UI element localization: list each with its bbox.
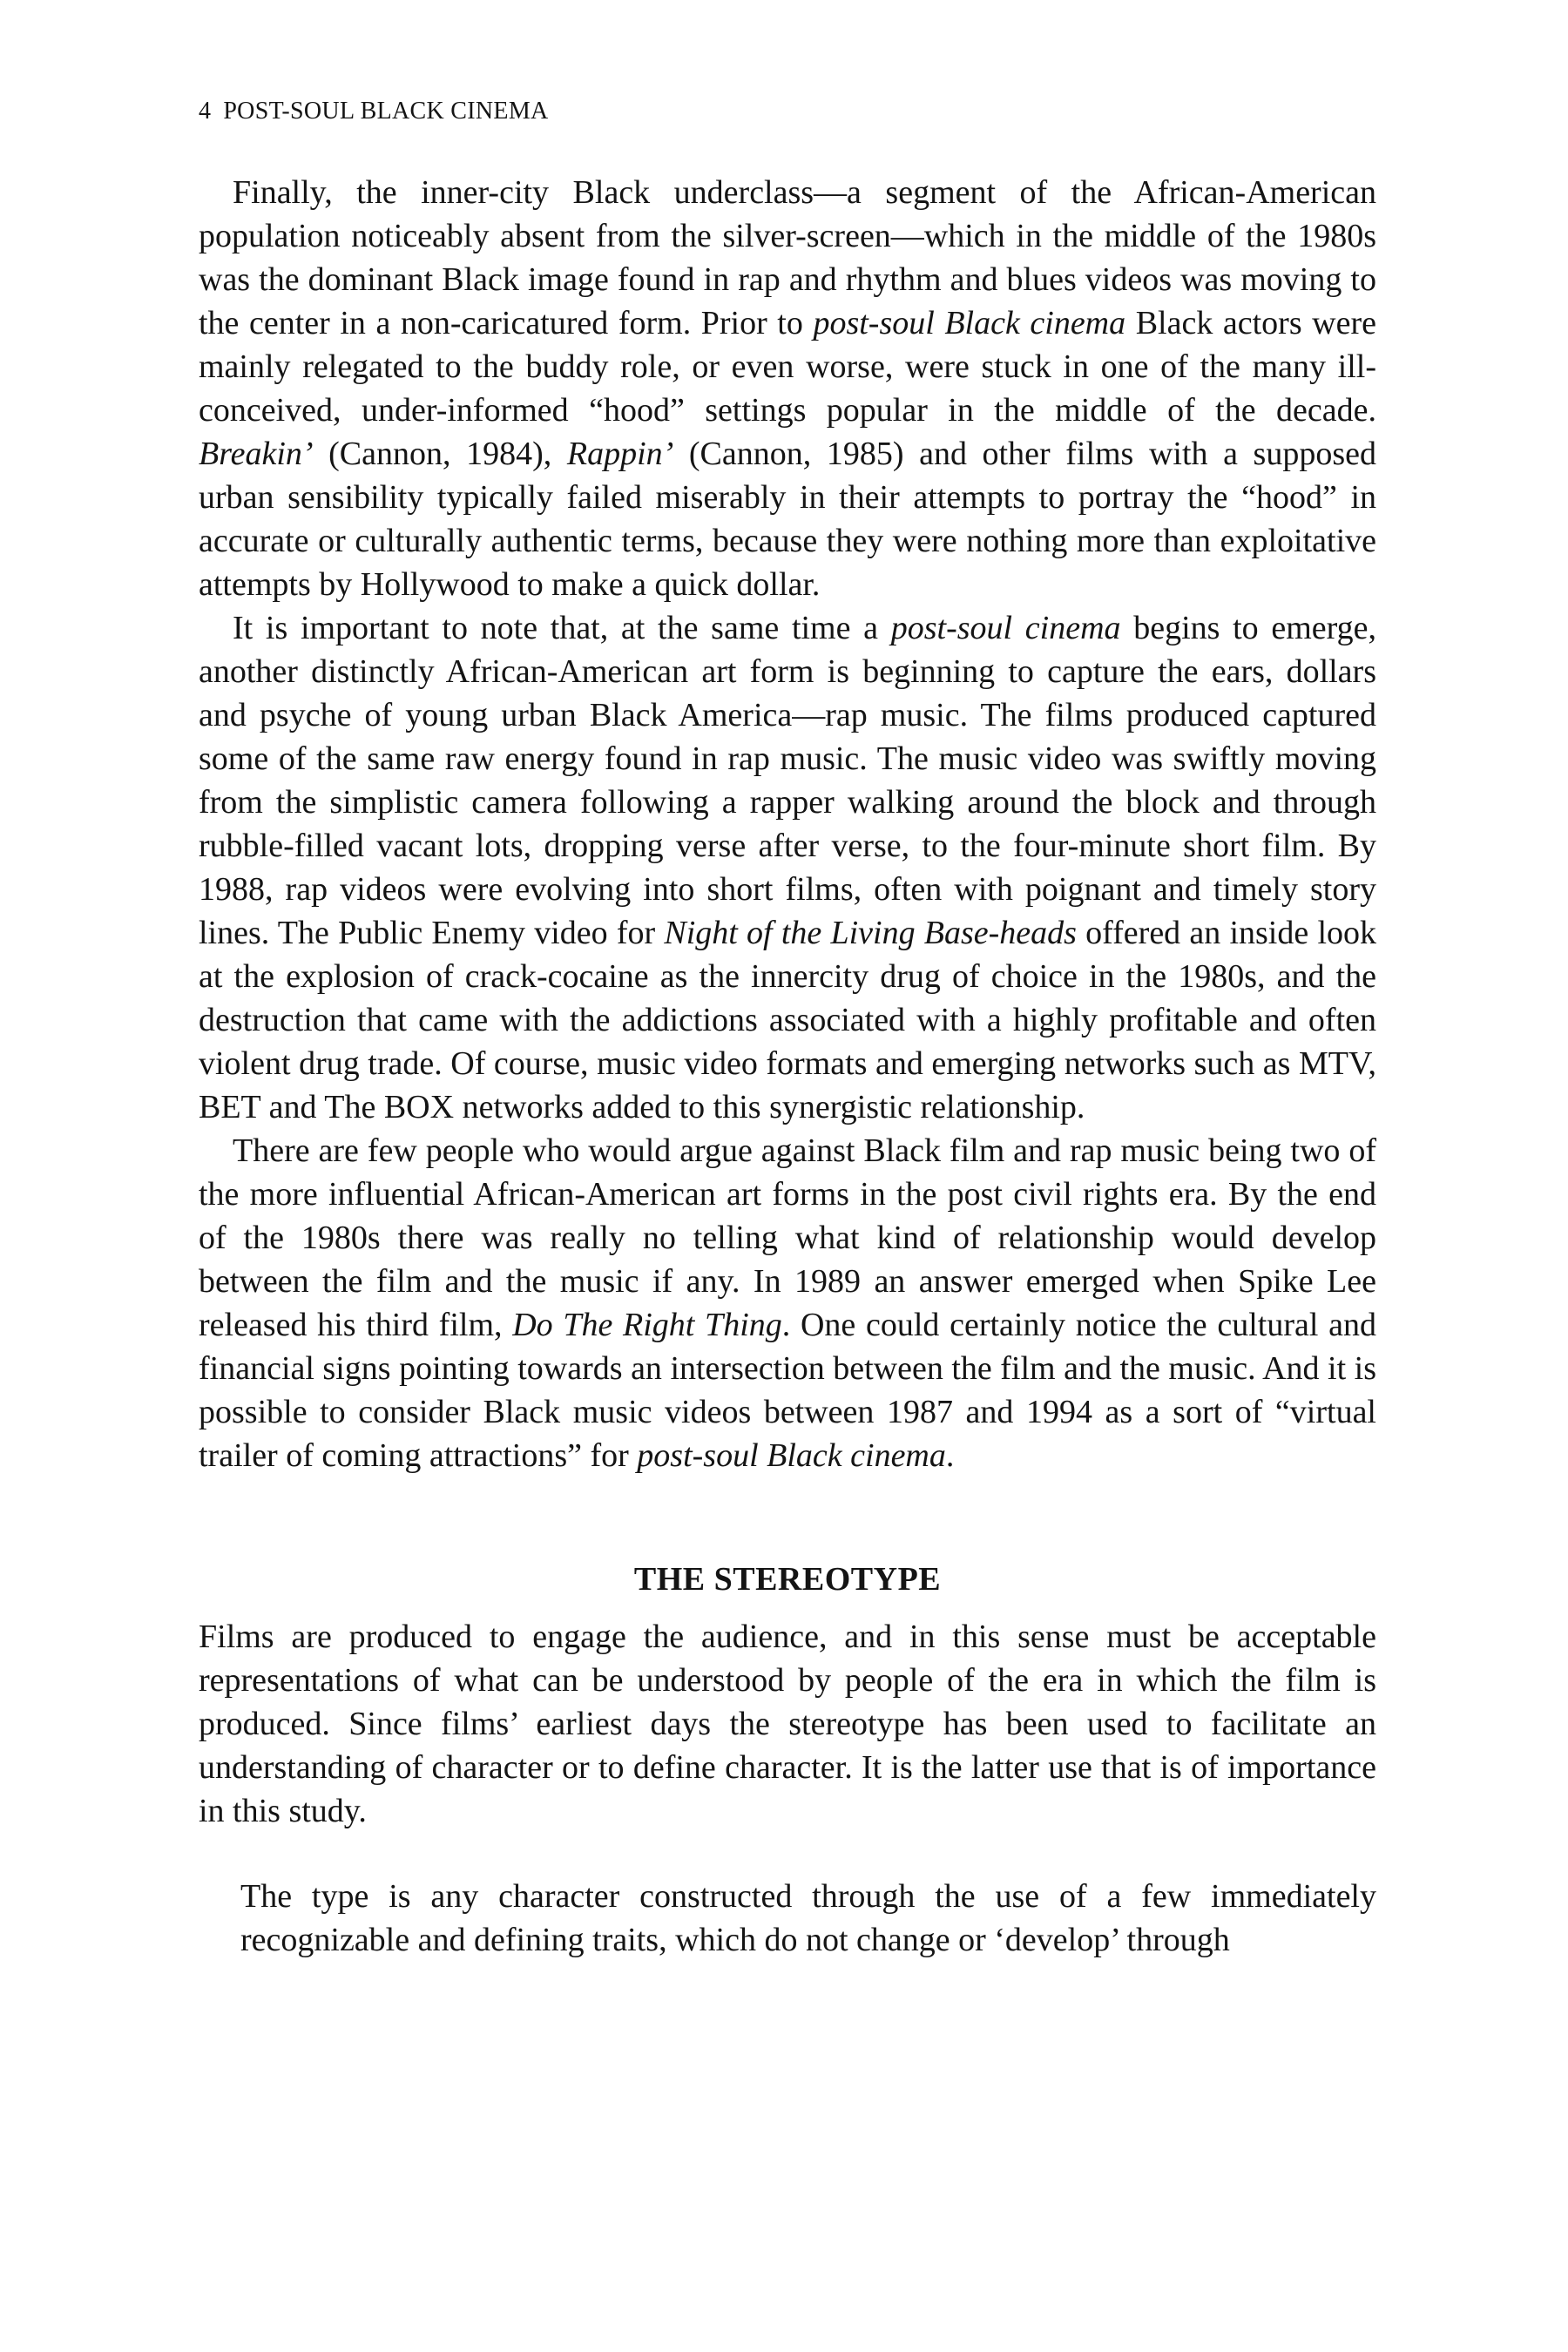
film-title: Rappin’	[566, 436, 674, 472]
block-quote-text: The type is any character constructed through the use of a few immediately recognizable and defining traits, which do not change or ‘develop’ through	[240, 1878, 1376, 1958]
text-run: Finally, the inner-city Black underclass—a segment of the African-American population noticeably absent from the silver-screen—which in the middle of the 1980s was the dominant Black image found in rap and rhythm and blues videos was moving to the center in a non-caricatured form. Prior to	[199, 174, 1376, 341]
film-title: Breakin’	[199, 436, 314, 472]
text-run: begins to emerge, another distinctly African-American art form is beginning to capture the ears, dollars and psyche of young urban Black America—rap music. The films produced captured some of the same raw energy found in rap music. The music video was swiftly moving from the simplistic camera following a rapper walking around the block and through rubble-filled vacant lots, dropping verse after verse, to the four-minute short film. By 1988, rap videos were evolving into short films, often with poignant and timely story lines. The Public Enemy video for	[199, 610, 1376, 951]
italic-term: post-soul cinema	[890, 610, 1121, 646]
text-run: It is important to note that, at the same time a	[233, 610, 891, 646]
running-title: POST-SOUL BLACK CINEMA	[223, 98, 549, 125]
paragraph-film-and-music	[199, 1129, 1376, 1477]
block-quote	[240, 1875, 1376, 1962]
paragraph-rap-music	[199, 606, 1376, 1129]
running-head	[199, 94, 549, 129]
page-number: 4	[199, 98, 212, 125]
italic-term: post-soul Black cinema	[637, 1437, 946, 1474]
text-run: . One could certainly notice the cultural and financial signs pointing towards an intersection between the film and the music. And it is possible to consider Black music videos between 1987 and 1994 as a sort of “virtual trailer of coming attractions” for	[199, 1307, 1376, 1474]
paragraph-stereotype: Films are produced to engage the audience, and in this sense must be acceptable representations of what can be understood by people of the era in which the film is produced. Since films’ earliest days the stereotype has been used to facilitate an understanding of character or to define character. It is the latter use that is of importance in this study.	[199, 1619, 1376, 1829]
text-run: (Cannon, 1985) and other films with a supposed urban sensibility typically failed miserably in their attempts to portray the “hood” in accurate or culturally authentic terms, because they were nothing more than exploitative attempts by Hollywood to make a quick dollar.	[199, 436, 1376, 603]
video-title: Night of the Living Base-heads	[664, 915, 1077, 951]
italic-term: post-soul Black cinema	[813, 305, 1126, 341]
body-text	[199, 171, 1376, 1962]
section-heading: THE STEREOTYPE	[633, 1561, 942, 1598]
paragraph-underclass	[199, 171, 1376, 606]
text-run: Black actors were mainly relegated to the buddy role, or even worse, were stuck in one of the many ill-conceived, under-informed “hood” settings popular in the middle of the decade.	[199, 305, 1377, 429]
text-run: There are few people who would argue against Black film and rap music being two of the more influential African-American art forms in the post civil rights era. By the end of the 1980s there was really no telling what kind of relationship would develop between the film and the music if any. In 1989 an answer emerged when Spike Lee released his third film,	[199, 1132, 1376, 1343]
text-run: (Cannon, 1984),	[313, 436, 567, 472]
text-run: offered an inside look at the explosion of crack-cocaine as the innercity drug of choice in the 1980s, and the destruction that came with the addictions associated with a highly profitable and often violent drug trade. Of course, music video formats and emerging networks such as MTV, BET and The BOX networks added to this synergistic relationship.	[199, 915, 1377, 1125]
text-run: .	[945, 1437, 955, 1474]
film-title: Do The Right Thing	[512, 1307, 782, 1343]
